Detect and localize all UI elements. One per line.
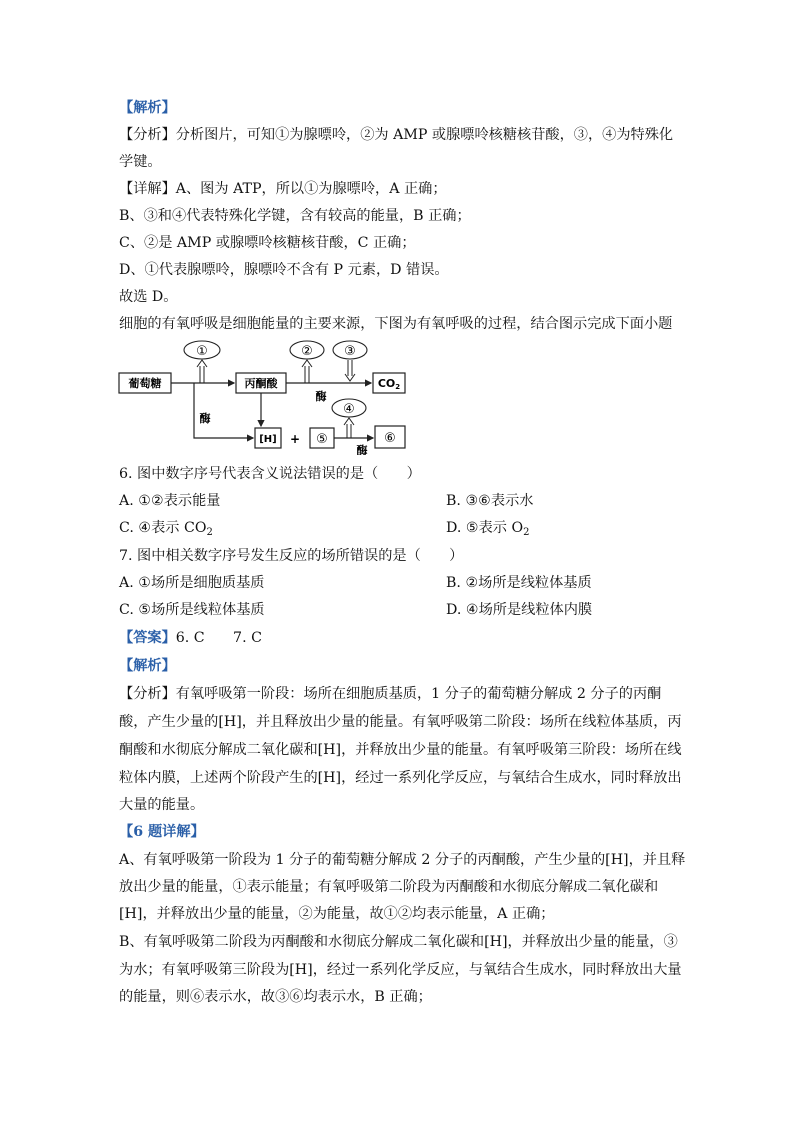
label-4: ④ (343, 402, 355, 417)
question-7-option-c: C. ⑤场所是线粒体基质 (119, 602, 265, 618)
label-5: ⑤ (316, 432, 328, 447)
label-3: ③ (344, 344, 356, 359)
aerobic-respiration-diagram (117, 340, 417, 455)
lines-line: B、③和④代表特殊化学键，含有较高的能量，B 正确； (119, 208, 471, 224)
lines-line: 【分析】分析图片，可知①为腺嘌呤，②为 AMP 或腺嘌呤核糖核苷酸，③，④为特殊化 (119, 127, 674, 143)
option-d-subscript: 2 (523, 527, 530, 538)
enzyme-label-3: 酶 (356, 444, 368, 455)
glucose-label: 葡萄糖 (128, 377, 162, 390)
answer-text: 6. C 7. C (175, 630, 262, 646)
question-7-option-b: B. ②场所是线粒体基质 (446, 575, 592, 591)
question-6-option-d (446, 518, 530, 538)
pyruvate-label: 丙酮酸 (244, 377, 278, 390)
lines2-line: 放出少量的能量，①表示能量；有氧呼吸第二阶段为丙酮酸和水彻底分解成二氧化碳和 (119, 879, 659, 895)
input-arrow-3 (345, 360, 355, 381)
energy-arrow-4 (344, 418, 354, 438)
lines2-line: 大量的能量。 (119, 797, 205, 813)
lines2-line: 的能量，则⑥表示水，故③⑥均表示水，B 正确； (119, 989, 432, 1005)
lines-line: 细胞的有氧呼吸是细胞能量的主要来源，下图为有氧呼吸的过程，结合图示完成下面小题 (119, 316, 673, 332)
enzyme-label-1: 酶 (199, 412, 211, 425)
lines2-line: 【解析】 (119, 658, 176, 674)
energy-arrow-1 (197, 360, 207, 383)
lines-line: 学键。 (119, 154, 162, 170)
label-2: ② (301, 344, 313, 359)
lines2-line: [H]，并释放出少量的能量，②为能量，故①②均表示能量，A 正确； (119, 906, 555, 922)
question-6-stem: 6. 图中数字序号代表含义说法错误的是（ ） (119, 466, 421, 482)
lines-line: 【详解】A、图为 ATP，所以①为腺嘌呤，A 正确； (119, 181, 447, 197)
label-6: ⑥ (384, 431, 396, 446)
lines2-line: 为水；有氧呼吸第三阶段为[H]，经过一系列化学反应，与氧结合生成水，同时释放出大量 (119, 962, 682, 978)
h-label: [H] (259, 434, 277, 445)
lines2-line: 【6 题详解】 (119, 824, 205, 840)
lines-line: D、①代表腺嘌呤，腺嘌呤不含有 P 元素，D 错误。 (119, 262, 449, 278)
lines2-line: 酸，产生少量的[H]，并且释放出少量的能量。有氧呼吸第二阶段：场所在线粒体基质，丙 (119, 714, 682, 730)
question-7-option-a: A. ①场所是细胞质基质 (119, 575, 265, 591)
answer-label: 【答案】 (119, 630, 176, 646)
lines2-line: 粒体内膜，上述两个阶段产生的[H]，经过一系列化学反应，与氧结合生成水，同时释放出 (119, 770, 682, 786)
question-6-option-b: B. ③⑥表示水 (446, 493, 534, 509)
lines2-line: 酮酸和水彻底分解成二氧化碳和[H]，并释放出少量的能量。有氧呼吸第三阶段：场所在线 (119, 742, 682, 758)
plus-sign: + (289, 432, 301, 446)
lines2-line: 【分析】有氧呼吸第一阶段：场所在细胞质基质，1 分子的葡萄糖分解成 2 分子的丙酮 (119, 686, 662, 702)
lines2-line: B、有氧呼吸第二阶段为丙酮酸和水彻底分解成二氧化碳和[H]，并释放出少量的能量，③ (119, 934, 678, 950)
option-c-subscript: 2 (206, 527, 213, 538)
enzyme-label-2: 酶 (315, 390, 327, 403)
question-7-option-d: D. ④场所是线粒体内膜 (446, 602, 593, 618)
lines2-line: A、有氧呼吸第一阶段为 1 分子的葡萄糖分解成 2 分子的丙酮酸，产生少量的[H]，并且释 (119, 852, 686, 868)
label-1: ① (196, 344, 208, 359)
question-6-option-a: A. ①②表示能量 (119, 493, 221, 509)
question-7-stem: 7. 图中相关数字序号发生反应的场所错误的是（ ） (119, 548, 464, 564)
lines-line: 故选 D。 (119, 289, 178, 305)
energy-arrow-2 (302, 360, 312, 383)
question-6-option-c (119, 518, 213, 538)
lines-line: 【解析】 (119, 100, 176, 116)
option-c-text: C. ④表示 CO (119, 520, 207, 536)
answer-line (119, 628, 262, 648)
option-d-text: D. ⑤表示 O (446, 520, 524, 536)
co2-label: CO2 (377, 377, 401, 391)
lines-line: C、②是 AMP 或腺嘌呤核糖核苷酸，C 正确； (119, 235, 416, 251)
